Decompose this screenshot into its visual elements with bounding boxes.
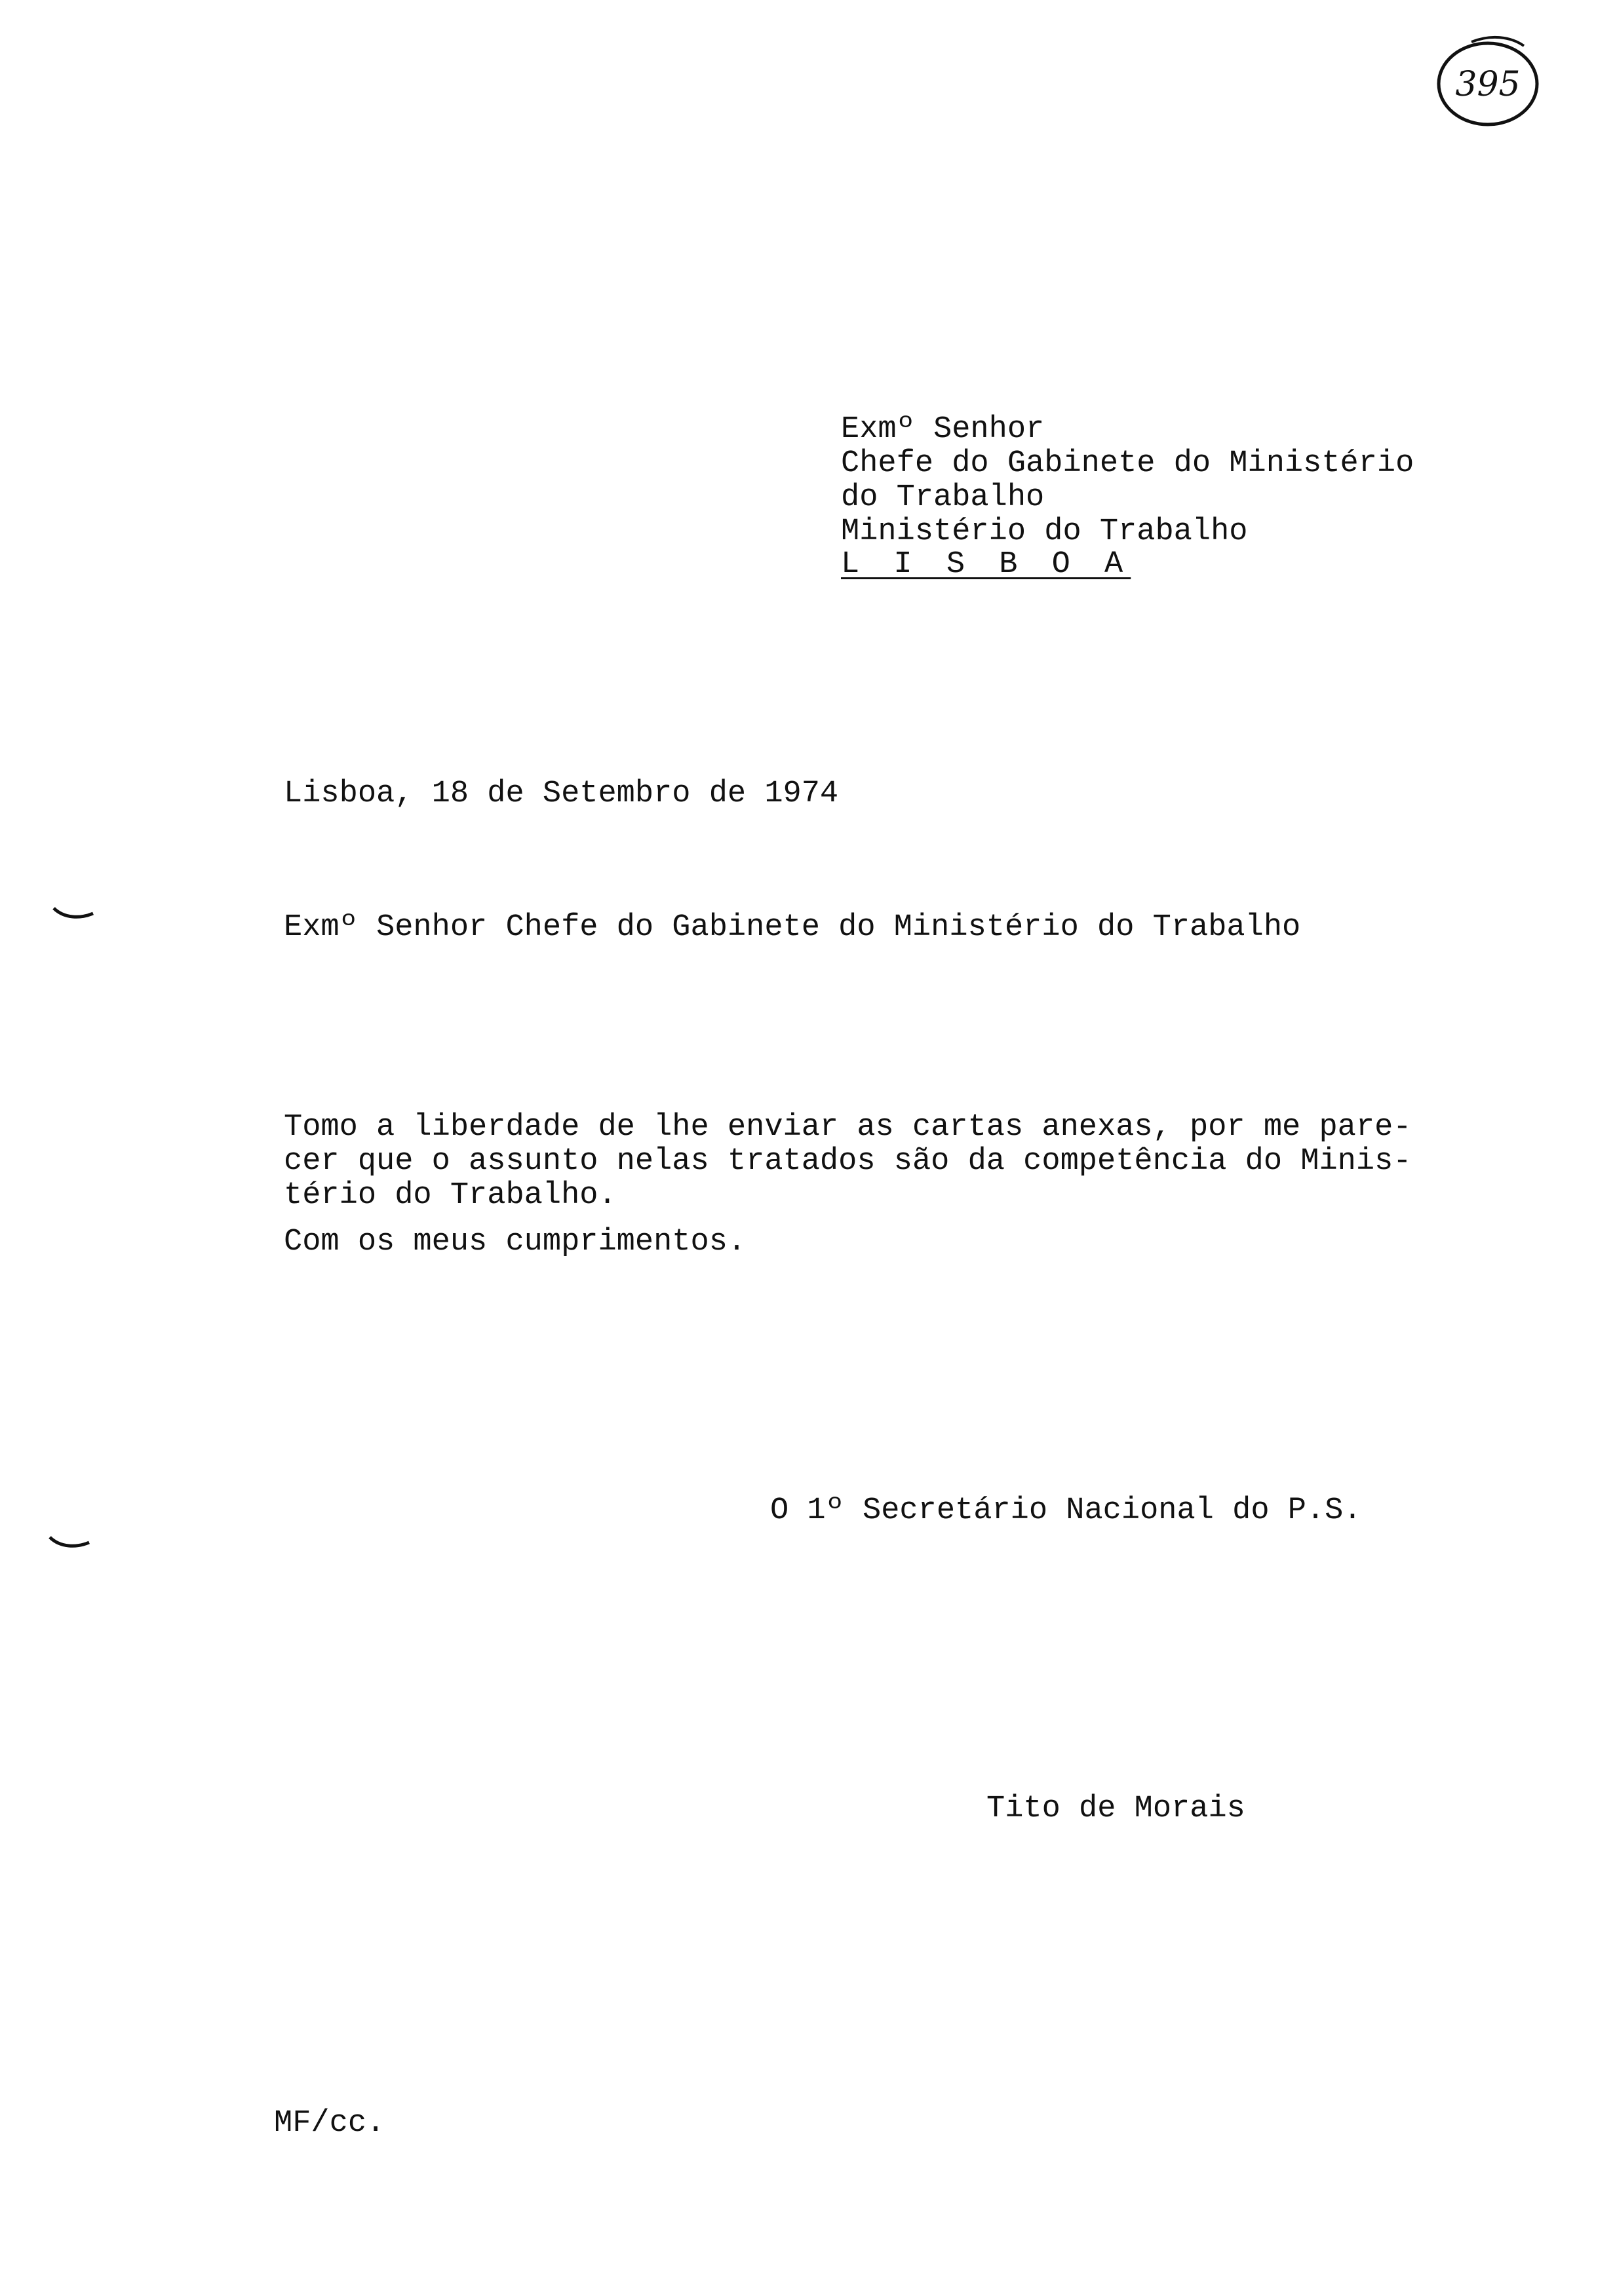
reference-initials: MF/cc.: [274, 2106, 385, 2141]
letter-date: Lisboa, 18 de Setembro de 1974: [284, 776, 839, 811]
address-line-3: do Trabalho: [841, 480, 1045, 515]
address-line-4: Ministério do Trabalho: [841, 514, 1248, 549]
address-line-2: Chefe do Gabinete do Ministério: [841, 446, 1414, 481]
circle-stamp-icon: [1432, 31, 1544, 130]
address-city: L I S B O A: [841, 547, 1131, 582]
closing-line: Com os meus cumprimentos.: [284, 1225, 747, 1259]
page-number: 395: [1455, 65, 1521, 104]
signature-title: O 1º Secretário Nacional do P.S.: [770, 1493, 1362, 1528]
body-line-1: Tomo a liberdade de lhe enviar as cartas anexas, por me pare-: [284, 1110, 1412, 1145]
margin-mark-icon: [47, 1533, 93, 1553]
body-line-2: cer que o assunto nelas tratados são da competência do Minis-: [284, 1144, 1412, 1179]
signature-name: Tito de Morais: [986, 1791, 1245, 1826]
margin-mark-icon: [51, 904, 97, 924]
body-line-3: tério do Trabalho.: [284, 1178, 617, 1213]
page-number-stamp: [1432, 31, 1544, 130]
address-line-1: Exmº Senhor: [841, 412, 1045, 447]
salutation: Exmº Senhor Chefe do Gabinete do Ministério do Trabalho: [284, 910, 1301, 945]
